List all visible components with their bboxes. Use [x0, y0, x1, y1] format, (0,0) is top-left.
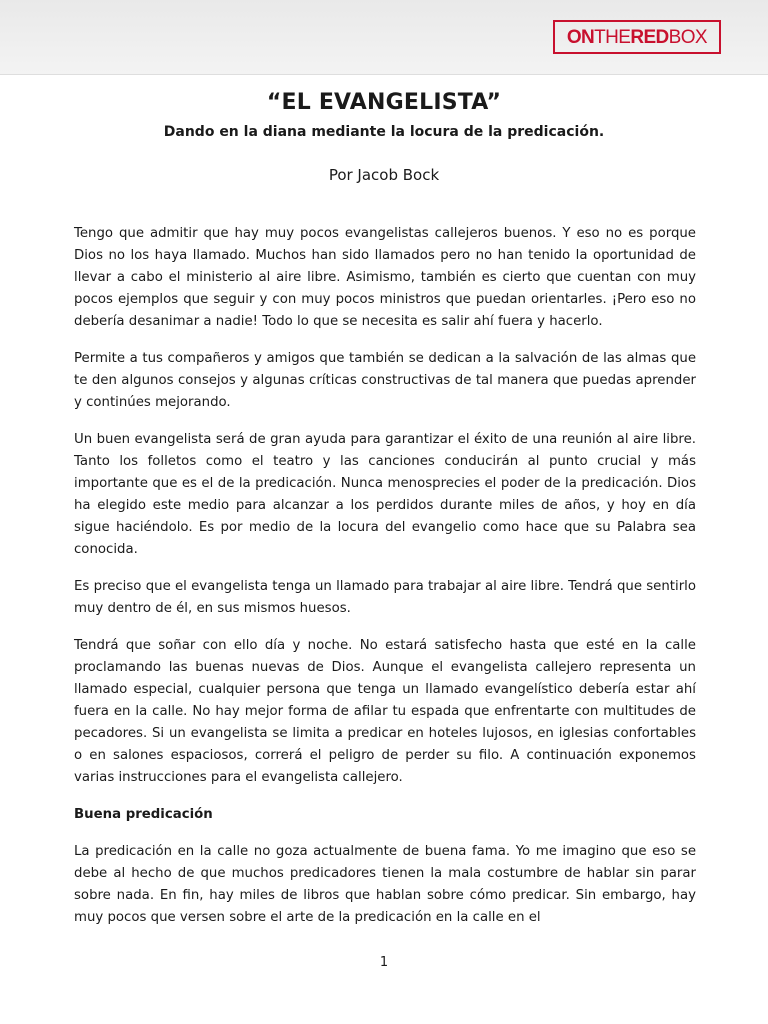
logo-part-red: RED	[630, 26, 669, 48]
document-body	[74, 223, 696, 944]
logo-part-on: ON	[566, 26, 595, 48]
paragraph-4: Es preciso que el evangelista tenga un llamado para trabajar al aire libre. Tendrá que sentirlo muy dentro de él, en sus mismos huesos.	[74, 579, 696, 616]
section-heading: Buena predicación	[74, 807, 213, 822]
document-subtitle: Dando en la diana mediante la locura de la predicación.	[163, 124, 605, 140]
logo-part-box: BOX	[668, 26, 707, 48]
document-author: Por Jacob Bock	[328, 166, 440, 184]
page-number: 1	[379, 955, 389, 970]
paragraph-2: Permite a tus compañeros y amigos que también se dedican a la salvación de las almas que te den algunos consejos y algunas críticas constructivas de tal manera que puedas aprender y continúes mejorando.	[74, 351, 696, 410]
paragraph-1: Tengo que admitir que hay muy pocos evangelistas callejeros buenos. Y eso no es porque Dios no los haya llamado. Muchos han sido llamados pero no han tenido la oportunidad de llevar a cabo el ministerio al aire libre. Asimismo, también es cierto que cuentan con muy pocos ejemplos que seguir y con muy pocos ministros que puedan orientarles. ¡Pero eso no debería desanimar a nadie! Todo lo que se necesita es salir ahí fuera y hacerlo.	[74, 226, 696, 329]
ontheredbox-logo	[553, 20, 721, 54]
paragraph-5: Tendrá que soñar con ello día y noche. No estará satisfecho hasta que esté en la calle proclamando las buenas nuevas de Dios. Aunque el evangelista callejero representa un llamado especial, cualquier persona que tenga un llamado evangelístico debería estar ahí fuera en la calle. No hay mejor forma de afilar tu espada que enfrentarte con multitudes de pecadores. Si un evangelista se limita a predicar en hoteles lujosos, en iglesias confortables o en salones espaciosos, correrá el peligro de perder su filo. A continuación exponemos varias instrucciones para el evangelista callejero.	[74, 638, 696, 785]
logo-part-the: THE	[594, 26, 631, 48]
header-band	[0, 0, 768, 75]
document-title: “EL EVANGELISTA”	[266, 90, 502, 115]
paragraph-3: Un buen evangelista será de gran ayuda para garantizar el éxito de una reunión al aire libre. Tanto los folletos como el teatro y las canciones conducirán al punto crucial y más importante que es el de la predicación. Nunca menosprecies el poder de la predicación. Dios ha elegido este medio para alcanzar a los perdidos durante miles de años, y hoy en día sigue haciéndolo. Es por medio de la locura del evangelio como hace que su Palabra sea conocida.	[74, 432, 696, 557]
section-paragraph: La predicación en la calle no goza actualmente de buena fama. Yo me imagino que eso se debe al hecho de que muchos predicadores tienen la mala costumbre de hablar sin parar sobre nada. En fin, hay miles de libros que hablan sobre cómo predicar. Sin embargo, hay muy pocos que versen sobre el arte de la predicación en la calle en el	[74, 844, 696, 925]
